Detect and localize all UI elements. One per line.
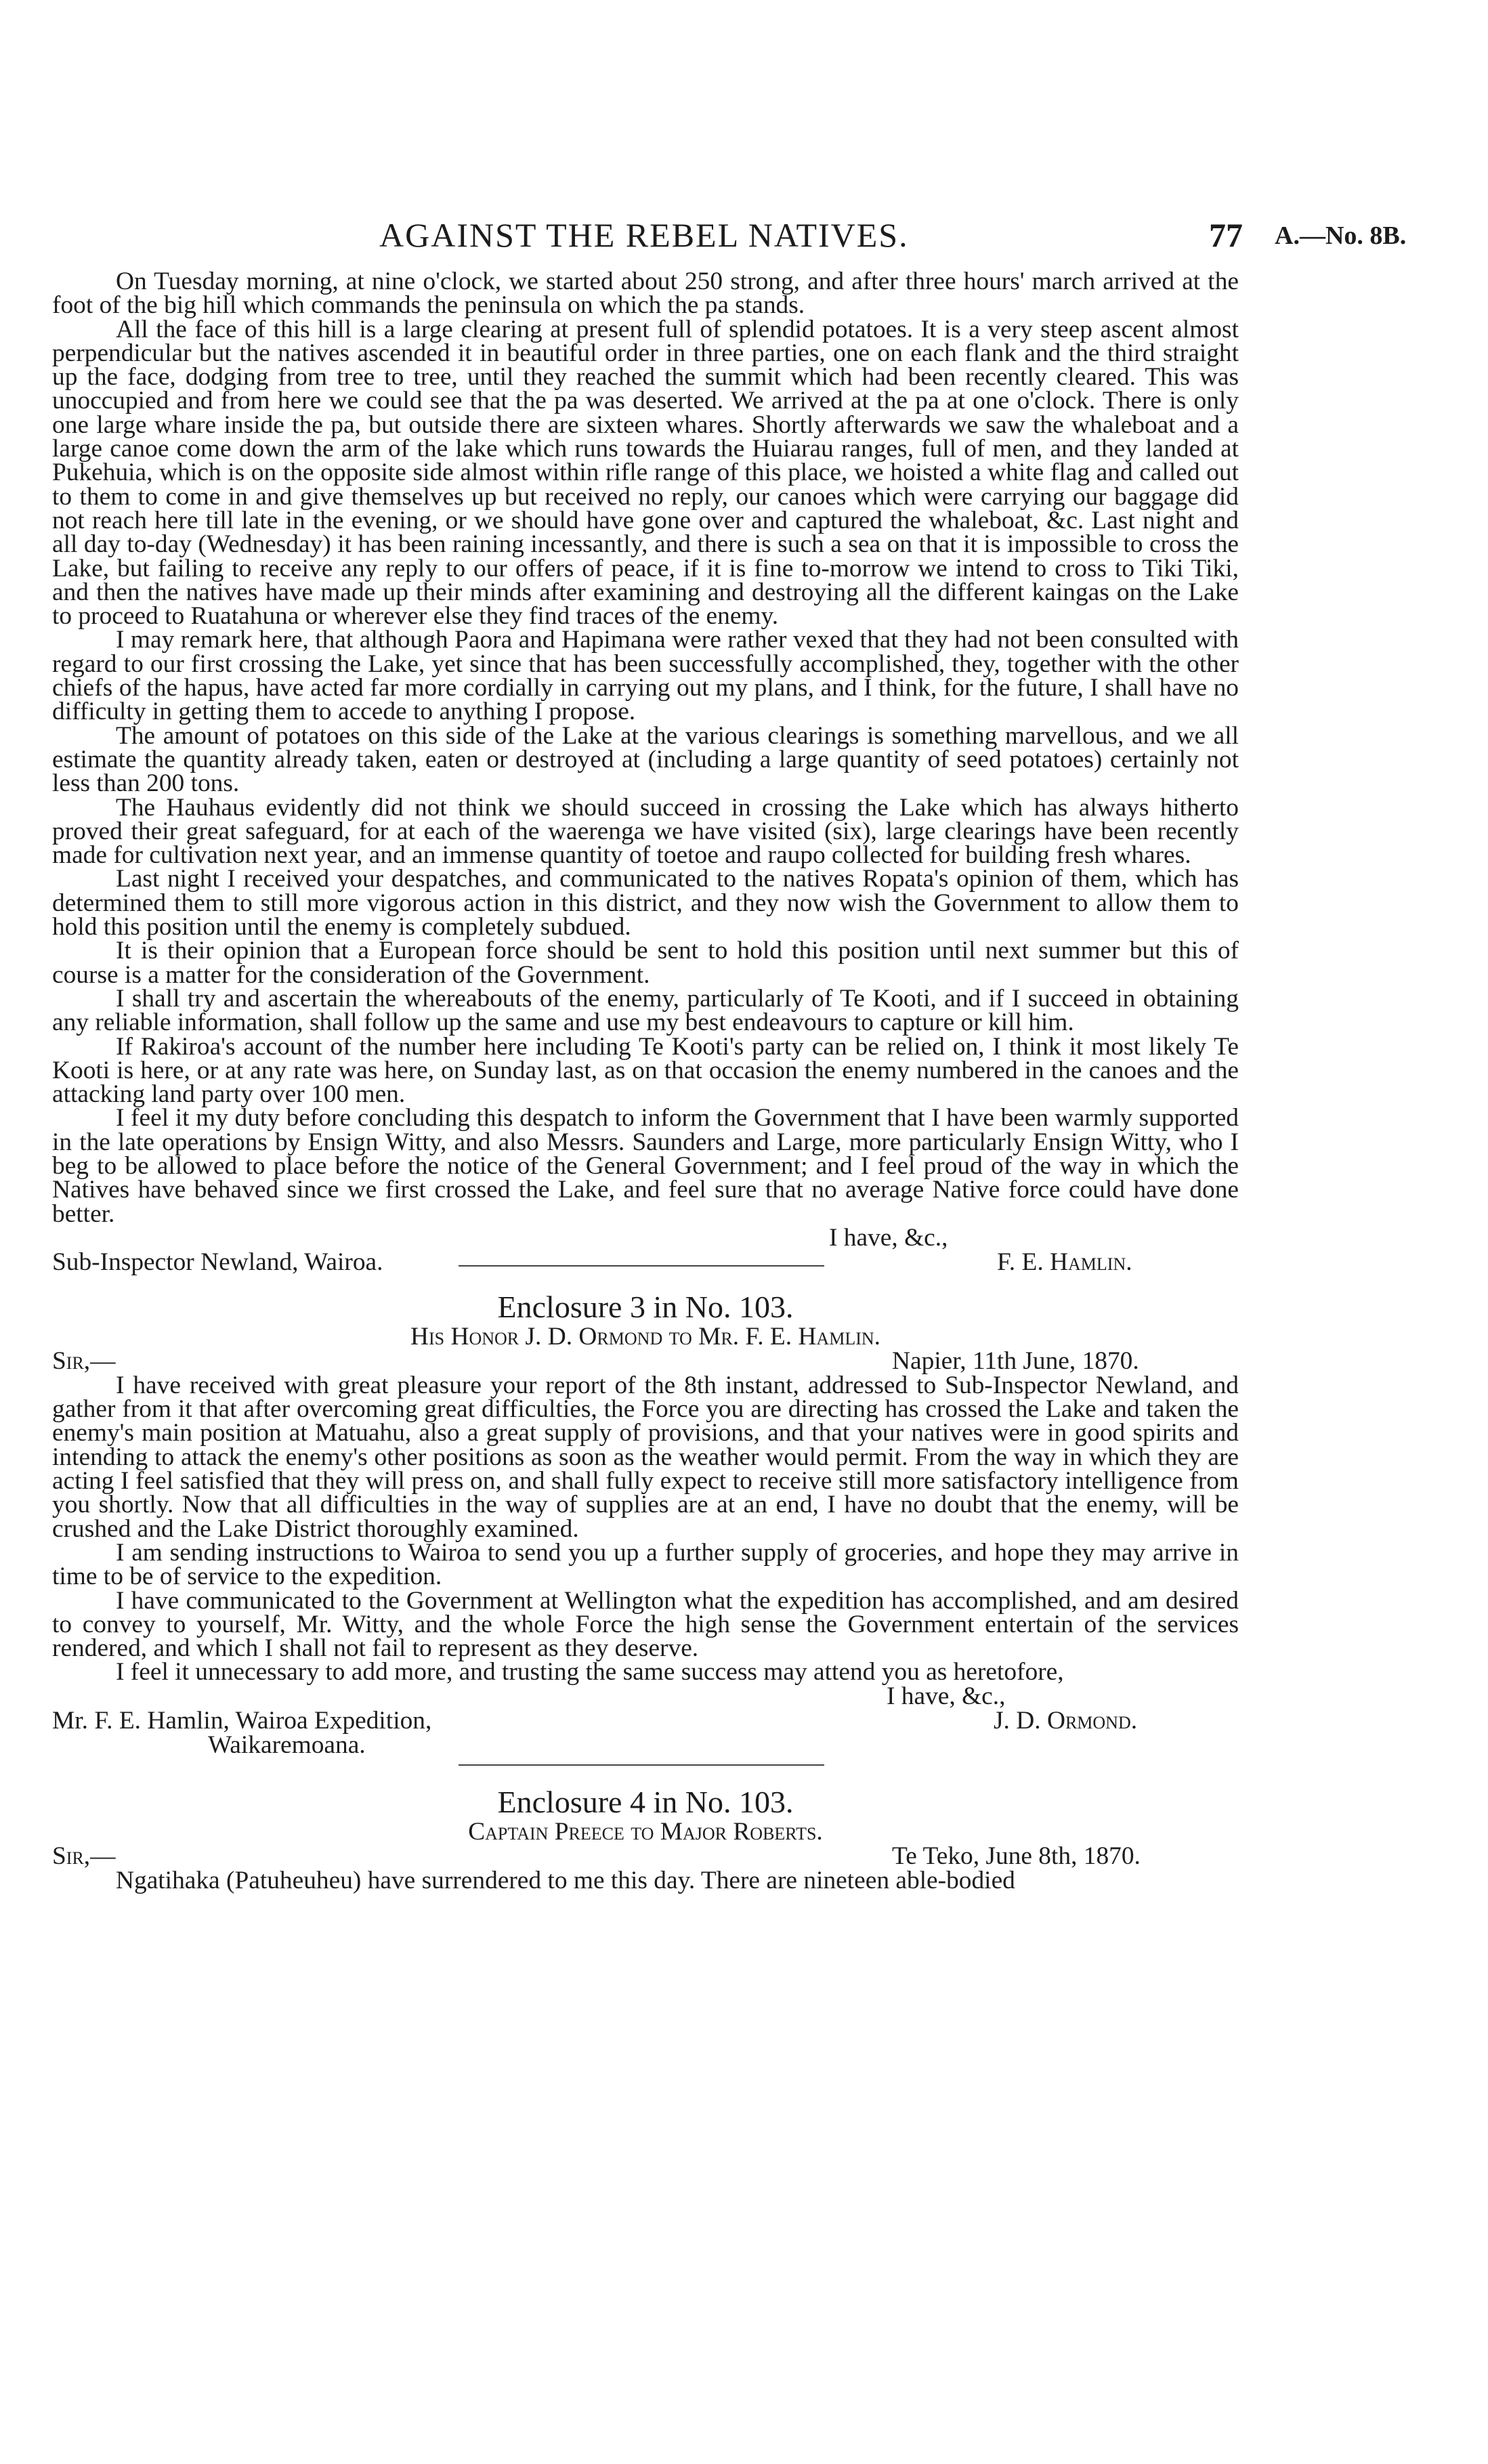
- signatory: J. D. Ormond.: [994, 1706, 1138, 1735]
- paragraph: The Hauhaus evidently did not think we should succeed in crossing the Lake which has always hitherto proved their great safeguard, for at each of the waerenga we have visited (six), large clearings have been recently made for cultivation next year, and an immense quantity of toetoe and raupo collected for building fresh whares.: [52, 793, 1239, 870]
- paragraph: The amount of potatoes on this side of the Lake at the various clearings is something marvellous, and we all estimate the quantity already taken, eaten or destroyed at (including a large quantity of seed potatoes) certainly not less than 200 tons.: [52, 721, 1239, 798]
- paragraph: All the face of this hill is a large clearing at present full of splendid potatoes. It is a very steep ascent almost perpendicular but the natives ascended it in beautiful order in three parties, one on each flank and the third straight up the face, dodging from tree to tree, until they reached the summit which had been recently cleared. This was unoccupied and from here we could see that the pa was deserted. We arrived at the pa at one o'clock. There is only one large whare inside the pa, but outside there are sixteen whares. Shortly afterwards we saw the whaleboat and a large canoe come down the arm of the lake which runs towards the Huiarau ranges, full of men, and they landed at Pukehuia, which is on the opposite side almost within rifle range of this place, we hoisted a white flag and called out to them to come in and give themselves up but received no reply, our canoes which were carrying our baggage did not reach here till late in the evening, or we should have gone over and captured the whaleboat, &c. Last night and all day to-day (Wednesday) it has been raining incessantly, and there is such a sea on that it is impossible to cross the Lake, but failing to receive any reply to our offers of peace, if it is fine to-morrow we intend to cross to Tiki Tiki, and then the natives have made up their minds after examining and destroying all the different kaingas on the Lake to proceed to Ruatahuna or wherever else they find traces of the enemy.: [52, 315, 1239, 631]
- page-header: [0, 215, 1488, 263]
- salutation: Sir,—: [52, 1842, 116, 1870]
- page-number: 77: [1209, 216, 1243, 254]
- paragraph: If Rakiroa's account of the number here including Te Kooti's party can be relied on, I think it most likely Te Kooti is here, or at any rate was here, on Sunday last, as on that occasion the enemy numbered in the canoes and the attacking land party over 100 men.: [52, 1032, 1239, 1109]
- paragraph: It is their opinion that a European force should be sent to hold this position until next summer but this of course is a matter for the consideration of the Government.: [52, 937, 1239, 989]
- paragraph: Ngatihaka (Patuheuheu) have surrendered to me this day. There are nineteen able-bodied: [116, 1866, 1015, 1894]
- place-date: Te Teko, June 8th, 1870.: [892, 1842, 1141, 1870]
- closing-phrase: I have, &c.,: [829, 1223, 948, 1252]
- letter-closing: [52, 1223, 1239, 1276]
- paragraph: Last night I received your despatches, and communicated to the natives Ropata's opinion of them, which has determined them to still more vigorous action in this district, and they now wish the Government to allow them to hold this position until the enemy is completely subdued.: [52, 865, 1239, 941]
- salutation-line: [52, 1844, 1239, 1869]
- enclosure-subheading: Captain Preece to Major Roberts.: [468, 1817, 823, 1846]
- paragraph: I feel it unnecessary to add more, and trusting the same success may attend you as heretofore,: [116, 1658, 1064, 1686]
- place-date: Napier, 11th June, 1870.: [892, 1346, 1139, 1375]
- addressee-location: Waikaremoana.: [208, 1730, 366, 1759]
- paragraph: I feel it my duty before concluding this despatch to inform the Government that I have been warmly supported in the late operations by Ensign Witty, and also Messrs. Saunders and Large, more particularly Ensign Witty, who I beg to be allowed to place before the notice of the General Government; and I feel proud of the way in which the Natives have behaved since we first crossed the Lake, and feel sure that no average Native force could have done better.: [52, 1104, 1239, 1228]
- divider: [459, 1764, 824, 1766]
- enclosure-heading: Enclosure 3 in No. 103.: [497, 1289, 794, 1324]
- enclosure-heading: Enclosure 4 in No. 103.: [497, 1784, 794, 1819]
- paragraph: I have communicated to the Government at Wellington what the expedition has accomplished, and am desired to convey to yourself, Mr. Witty, and the whole Force the high sense the Government entertain of the services rendered, and which I shall not fail to represent as they deserve.: [52, 1586, 1239, 1663]
- document-reference: A.—No. 8B.: [1275, 221, 1407, 250]
- salutation-line: [52, 1346, 1239, 1375]
- page-body: [52, 270, 1239, 1892]
- paragraph: I shall try and ascertain the whereabouts of the enemy, particularly of Te Kooti, and if I succeed in obtaining any reliable information, shall follow up the same and use my best endeavours to capture or kill him.: [52, 984, 1239, 1037]
- enclosure-subheading: His Honor J. D. Ormond to Mr. F. E. Hamlin.: [410, 1322, 880, 1351]
- addressee: Mr. F. E. Hamlin, Wairoa Expedition,: [52, 1706, 432, 1735]
- paragraph: I have received with great pleasure your report of the 8th instant, addressed to Sub-Inspector Newland, and gather from it that after overcoming great difficulties, the Force you are directing has crossed the Lake and taken the enemy's main position at Matuahu, also a great supply of provisions, and that your natives were in good spirits and intending to attack the enemy's other positions as soon as the weather would permit. From the way in which they are acting I feel satisfied that they will press on, and shall fully expect to receive still more satisfactory intelligence from you shortly. Now that all difficulties in the way of supplies are at an end, I have no doubt that the enemy, will be crushed and the Lake District thoroughly examined.: [52, 1371, 1239, 1543]
- closing-phrase: I have, &c.,: [887, 1682, 1006, 1710]
- letter-closing: [52, 1684, 1239, 1758]
- running-title: AGAINST THE REBEL NATIVES.: [379, 216, 909, 254]
- paragraph: I am sending instructions to Wairoa to send you up a further supply of groceries, and hope they may arrive in time to be of service to the expedition.: [52, 1538, 1239, 1591]
- signatory: F. E. Hamlin.: [997, 1248, 1132, 1276]
- addressee: Sub-Inspector Newland, Wairoa.: [52, 1248, 383, 1276]
- salutation: Sir,—: [52, 1346, 116, 1375]
- paragraph: I may remark here, that although Paora and Hapimana were rather vexed that they had not been consulted with regard to our first crossing the Lake, yet since that has been successfully accomplished, they, together with the other chiefs of the hapus, have acted far more cordially in carrying out my plans, and I think, for the future, I shall have no difficulty in getting them to accede to anything I propose.: [52, 626, 1239, 726]
- paragraph: On Tuesday morning, at nine o'clock, we started about 250 strong, and after three hours' march arrived at the foot of the big hill which commands the peninsula on which the pa stands.: [52, 268, 1239, 320]
- divider: [459, 1265, 824, 1267]
